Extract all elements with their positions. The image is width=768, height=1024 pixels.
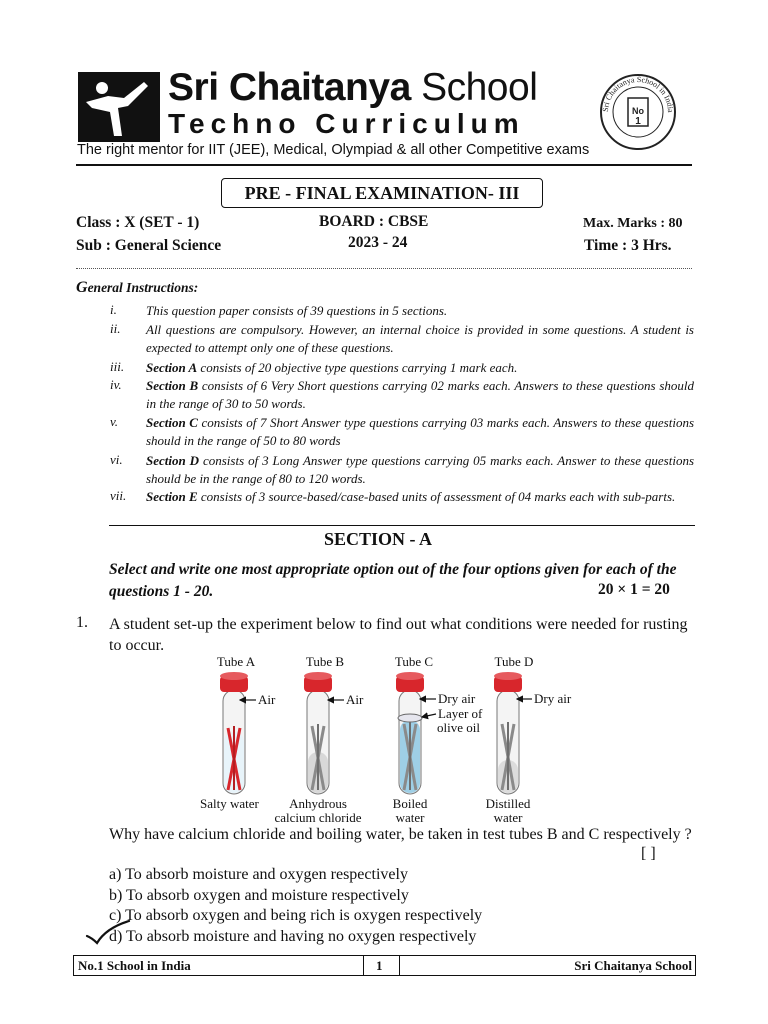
section-marks: 20 × 1 = 20 xyxy=(598,581,670,598)
footer-divider xyxy=(363,956,364,975)
meta-divider xyxy=(76,268,692,269)
tube-d-gas: Dry air xyxy=(534,691,572,706)
tube-b-contents-line2: calcium chloride xyxy=(274,810,362,825)
section-divider xyxy=(109,525,695,526)
tube-a-label: Tube A xyxy=(216,654,256,669)
tube-b-label: Tube B xyxy=(305,654,345,669)
max-marks: Max. Marks : 80 xyxy=(583,216,683,231)
instruction-text xyxy=(146,359,694,377)
footer-right: Sri Chaitanya School xyxy=(574,958,692,973)
option-d: d) To absorb moisture and having no oxygen respectively xyxy=(109,928,477,945)
tube-b-gas: Air xyxy=(346,692,364,707)
answer-bracket: [ ] xyxy=(641,845,656,862)
instructions-heading-rest: eneral Instructions: xyxy=(87,280,199,295)
footer-divider xyxy=(399,956,400,975)
instruction-number: vii. xyxy=(110,488,127,503)
tube-c-label: Tube C xyxy=(394,654,434,669)
instruction-body: This question paper consists of 39 questions in 5 sections. xyxy=(146,303,448,318)
option-a: a) To absorb moisture and oxygen respectively xyxy=(109,866,408,883)
footer-left: No.1 School in India xyxy=(78,958,191,973)
tube-a-contents: Salty water xyxy=(200,796,259,811)
option-b: b) To absorb oxygen and moisture respectively xyxy=(109,887,409,904)
instruction-text xyxy=(146,302,694,320)
section-instruction: Select and write one most appropriate option out of the four options given for each of the questions 1 - 20. xyxy=(109,561,677,600)
tube-d-label: Tube D xyxy=(494,654,534,669)
tube-a-gas: Air xyxy=(258,692,276,707)
instruction-body: consists of 3 Long Answer type questions carrying 05 marks each. Answer to these questions should be in the range of 80 to 120 words. xyxy=(146,453,694,486)
question-text: A student set-up the experiment below to find out what conditions were needed for rusting to occur. xyxy=(109,616,688,654)
brand-subtitle: Techno Curriculum xyxy=(168,108,525,139)
tube-c-contents-line1: Boiled xyxy=(392,796,428,811)
page-number: 1 xyxy=(376,958,383,973)
instruction-section-name: Section C xyxy=(146,415,198,430)
instruction-section-name: Section E xyxy=(146,489,198,504)
oil-label-line2: olive oil xyxy=(437,720,480,735)
page-footer xyxy=(73,955,696,976)
instruction-number: i. xyxy=(110,302,117,317)
rusting-experiment-diagram xyxy=(180,652,620,828)
instruction-body: consists of 20 objective type questions carrying 1 mark each. xyxy=(197,360,518,375)
option-c: c) To absorb oxygen and being rich is oxygen respectively xyxy=(109,907,483,924)
question-number: 1. xyxy=(76,614,88,631)
instruction-section-name: Section D xyxy=(146,453,200,468)
tube-d-contents-line1: Distilled xyxy=(485,796,531,811)
svg-text:No: No xyxy=(632,106,644,116)
instructions-heading xyxy=(76,279,198,297)
oil-label-line1: Layer of xyxy=(438,706,483,721)
tube-c-gas: Dry air xyxy=(438,691,476,706)
tube-b xyxy=(275,654,365,825)
instruction-text xyxy=(146,321,694,357)
school-seal xyxy=(598,72,678,152)
instruction-body: consists of 6 Very Short questions carrying 02 marks each. Answers to these questions should in the range of 30 to 50 words. xyxy=(146,378,694,411)
instruction-text xyxy=(146,452,694,488)
instruction-number: vi. xyxy=(110,452,123,467)
instruction-text xyxy=(146,377,694,413)
class-label: Class : X (SET - 1) xyxy=(76,214,200,231)
svg-text:Sri Chaitanya School in India: Sri Chaitanya School in India xyxy=(600,74,676,113)
svg-text:1: 1 xyxy=(635,116,641,127)
instruction-section-name: Section A xyxy=(146,360,198,375)
brand-name-light: School xyxy=(421,66,538,109)
tube-c xyxy=(393,654,483,825)
instruction-text xyxy=(146,488,694,506)
instruction-text xyxy=(146,414,694,450)
tube-c-contents-line2: water xyxy=(395,810,425,825)
tube-d xyxy=(486,654,572,825)
exam-time: Time : 3 Hrs. xyxy=(584,237,672,254)
brand-name xyxy=(168,66,537,110)
exam-title: PRE - FINAL EXAMINATION- III xyxy=(221,178,543,208)
brand-name-bold: Sri Chaitanya xyxy=(168,66,411,109)
tube-b-contents-line1: Anhydrous xyxy=(289,796,347,811)
instruction-number: ii. xyxy=(110,321,121,336)
handwritten-tick xyxy=(84,918,132,948)
instructions-heading-initial: G xyxy=(76,279,88,296)
tube-a xyxy=(200,654,276,811)
instruction-body: consists of 7 Short Answer type questions carrying 03 marks each. Answers to these questions should in the range of 50 to 80 words xyxy=(146,415,694,448)
instruction-body: consists of 3 source-based/case-based units of assessment of 04 marks each with sub-parts. xyxy=(197,489,676,504)
tube-d-contents-line2: water xyxy=(493,810,523,825)
school-logo xyxy=(78,72,160,142)
tagline: The right mentor for IIT (JEE), Medical, Olympiad & all other Competitive exams xyxy=(77,142,590,158)
question-followup: Why have calcium chloride and boiling water, be taken in test tubes B and C respectively ? xyxy=(109,826,692,843)
instruction-number: iii. xyxy=(110,359,125,374)
instruction-body: All questions are compulsory. However, an internal choice is provided in some questions. A student is expected to attempt only one of these questions. xyxy=(146,322,694,355)
subject-label: Sub : General Science xyxy=(76,237,222,254)
academic-year: 2023 - 24 xyxy=(348,234,408,251)
header-divider xyxy=(76,164,692,166)
instruction-number: v. xyxy=(110,414,119,429)
board-label: BOARD : CBSE xyxy=(319,213,429,230)
instruction-section-name: Section B xyxy=(146,378,199,393)
instruction-number: iv. xyxy=(110,377,122,392)
section-title: SECTION - A xyxy=(324,529,433,549)
